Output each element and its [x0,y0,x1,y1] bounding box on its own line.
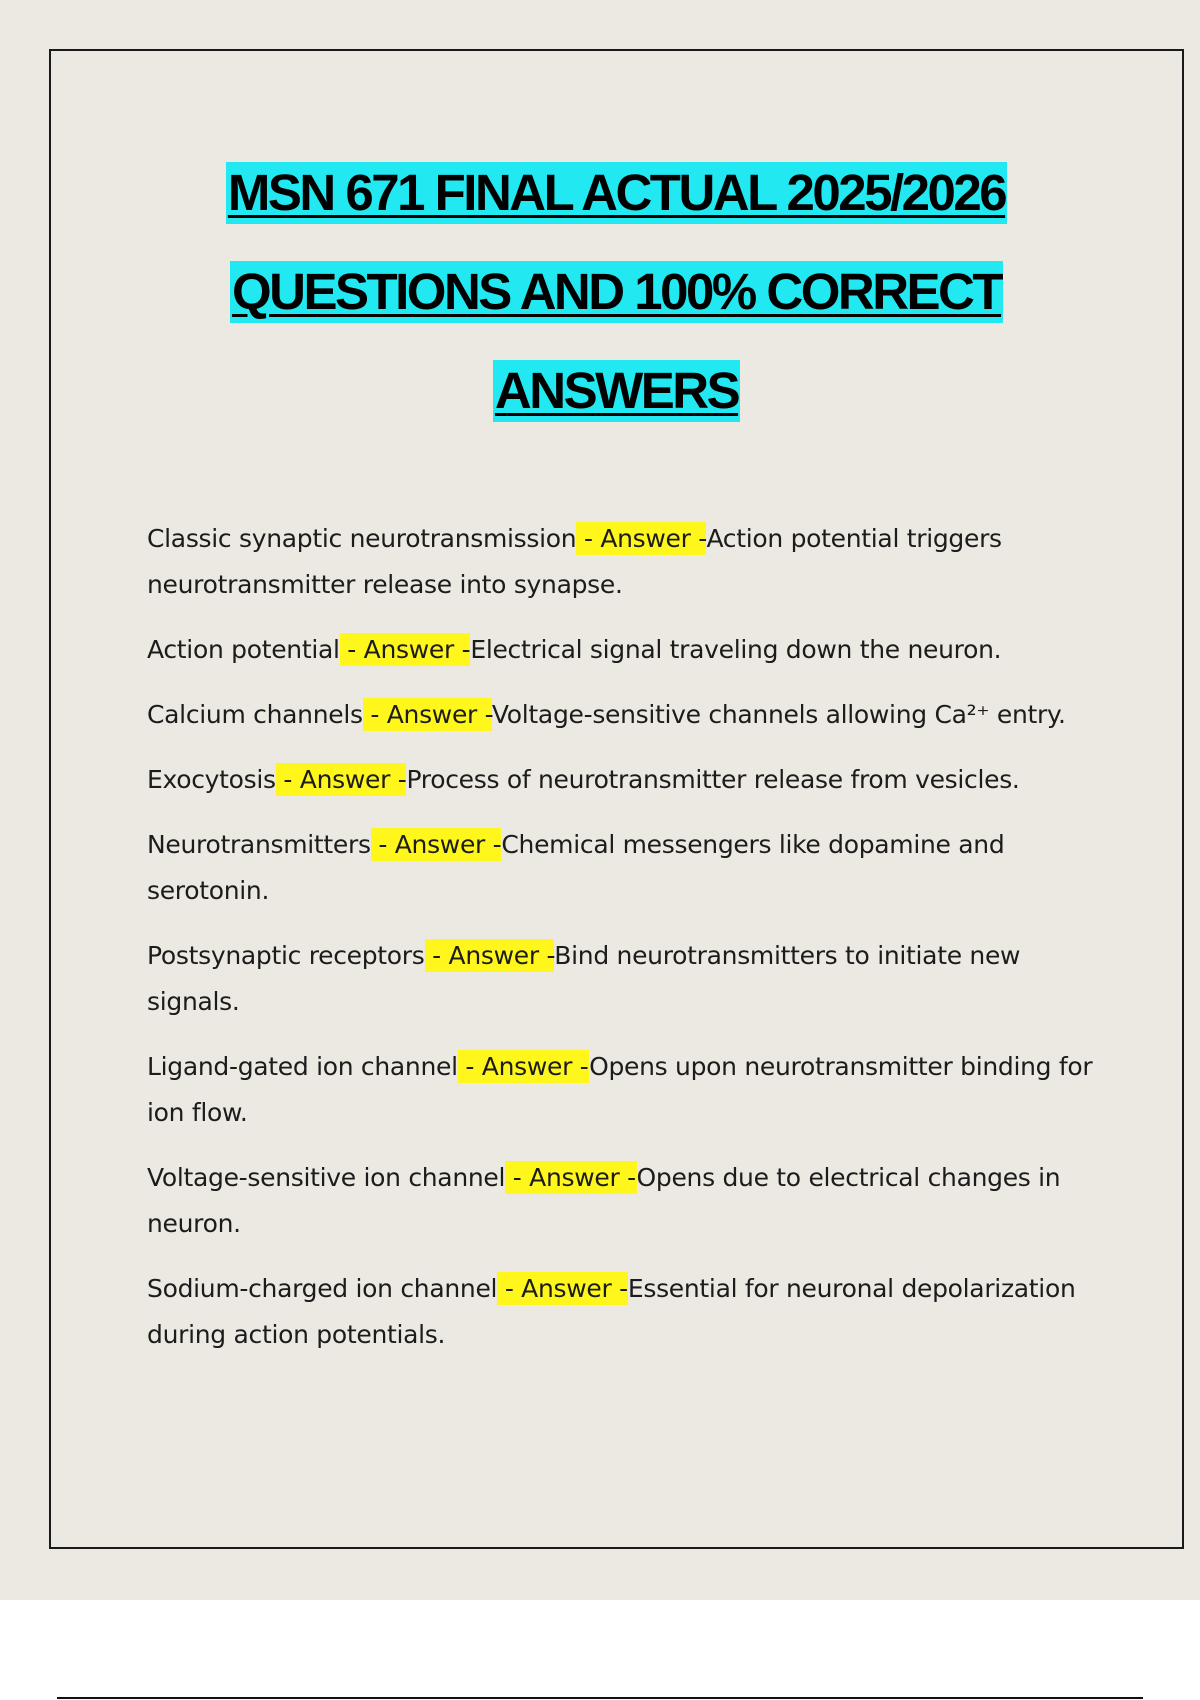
answer-highlight: - Answer - [339,635,471,664]
qa-item [147,933,1107,1025]
qa-item [147,757,1107,803]
title-line-2: QUESTIONS AND 100% CORRECT [230,261,1003,323]
qa-item [147,822,1107,914]
qa-definition: Bind neurotransmitters to initiate new signals. [147,941,1021,1016]
qa-definition: Essential for neuronal depolarization during action potentials. [147,1274,1076,1349]
answer-highlight: - Answer - [505,1163,637,1192]
answer-highlight: - Answer - [370,830,502,859]
title-line-1: MSN 671 FINAL ACTUAL 2025/2026 [226,162,1007,224]
qa-term: Action potential [147,635,340,664]
page-border-frame [49,49,1184,1549]
qa-term: Exocytosis [147,765,276,794]
document-title [51,143,1182,440]
qa-definition: Opens upon neurotransmitter binding for ion flow. [147,1052,1093,1127]
answer-highlight: - Answer - [576,524,707,553]
qa-term: Ligand-gated ion channel [147,1052,458,1081]
answer-highlight: - Answer - [424,941,555,970]
qa-term: Postsynaptic receptors [147,941,425,970]
qa-definition: Voltage-sensitive channels allowing Ca²⁺ entry. [491,700,1066,729]
qa-item [147,692,1107,738]
qa-term: Classic synaptic neurotransmission [147,524,577,553]
answer-highlight: - Answer - [362,700,492,729]
qa-term: Neurotransmitters [147,830,371,859]
qa-list [147,516,1107,1377]
qa-term: Voltage-sensitive ion channel [147,1163,506,1192]
qa-definition: Chemical messengers like dopamine and serotonin. [147,830,1005,905]
qa-item [147,516,1107,608]
answer-highlight: - Answer - [275,765,407,794]
qa-item [147,1044,1107,1136]
qa-term: Calcium channels [147,700,363,729]
qa-definition: Process of neurotransmitter release from vesicles. [406,765,1020,794]
answer-highlight: - Answer - [497,1274,628,1303]
answer-highlight: - Answer - [457,1052,590,1081]
qa-definition: Electrical signal traveling down the neuron. [470,635,1002,664]
qa-item [147,1155,1107,1247]
qa-definition: Opens due to electrical changes in neuron. [147,1163,1061,1238]
title-line-3: ANSWERS [493,360,740,422]
qa-item [147,1266,1107,1358]
qa-term: Sodium-charged ion channel [147,1274,498,1303]
qa-definition: Action potential triggers neurotransmitter release into synapse. [147,524,1002,599]
qa-item [147,627,1107,673]
footer-rule [57,1697,1143,1699]
